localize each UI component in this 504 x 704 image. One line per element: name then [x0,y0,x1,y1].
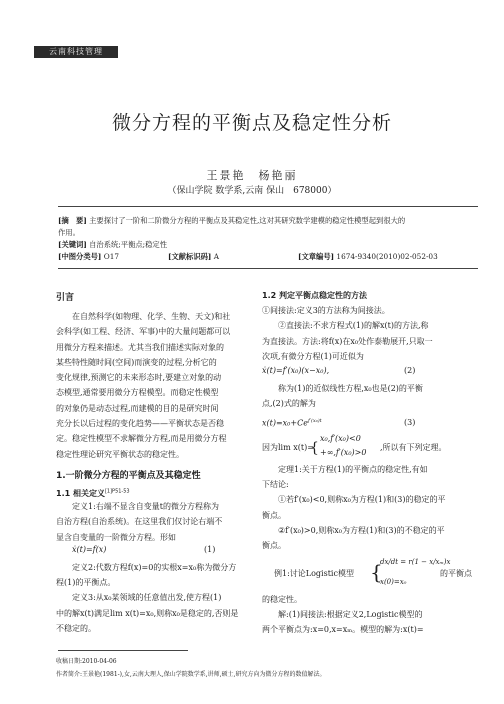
abstract-bottom-rule [58,268,478,269]
equation-2-row [262,364,477,381]
footer-notes [56,655,476,681]
example-equation-1: dx/dt = r(1 − x/xₘ)x [380,557,451,566]
theorem-1-case-b [262,523,477,554]
paper-title: 微分方程的平衡点及稳定性分析 [111,112,392,134]
intro-line: 某些特性随时间(空间)而演变的过程,分析它的 [56,357,217,367]
journal-band: 云南科技管理 [34,46,118,58]
abstract-line-2: 作用。 [58,228,80,237]
left-column [56,290,256,636]
intro-line: 在自然科学(如物理、化学、生物、天文)和社 [72,312,231,321]
equation-2-note-line: 点,(2)式的解为 [262,399,316,409]
abstract-label: [摘 要] [58,216,87,225]
brace: { [310,439,319,456]
example-suffix: 的平衡点 [440,568,472,578]
clc-label: [中图分类号] [58,252,102,261]
definition-3 [56,590,256,636]
intro-line: 变化规律,预测它的未来形态时,要建立对象的动 [56,373,222,383]
section-1-2-heading: 1.2 判定平衡点稳定性的方法 [262,291,367,300]
method-2-line: 次项,有微分方程(1)可近似为 [262,351,364,361]
doc-code-label: [文献标识码] [168,252,212,261]
theorem-1-case-a-line: 衡点。 [262,510,286,520]
author-note: 作者简介:王景艳(1981-),女,云南大理人,保山学院数学系,讲师,硕士,研究方向为微分方程的数值解法。 [56,671,326,678]
theorem-1-line: 下结论: [262,480,289,490]
example-1 [262,554,477,592]
abstract-line-1 [58,215,478,227]
intro-line: 充分长以后过程的变化趋势——平衡状态是否稳 [56,419,224,429]
definition-1-line: 定义1:右端不显含自变量t的微分方程称为 [72,501,219,511]
example-prefix: 例1:讨论Logistic模型 [274,568,354,578]
limit-cases [262,432,477,462]
method-2-line: ②直接法:不求方程式(1)的解x(t)的方法,称 [278,321,429,331]
section-1-1-title: 1.1 相关定义 [56,488,105,498]
equation-3-exponent: f′(x₀)t [307,417,322,424]
definition-1-line: 自治方程(自治系统)。在这里我们仅讨论右端不 [56,517,223,527]
abstract-block [58,215,478,263]
theorem-1-case-b-line: 衡点。 [262,541,286,551]
definition-1-line: 显含自变量的一阶微分方程。形如 [56,532,176,542]
definition-3-line: 中的解x(t)满足lim x(t)=x₀,则称x₀是稳定的,否则是 [56,608,239,618]
keywords-line [58,239,478,251]
method-2-line: 为直接法。方法:将f(x)在x₀处作泰勒展开,只取一 [262,336,433,346]
intro-heading: 引言 [56,293,75,303]
right-column [262,288,477,637]
intro-line: 定。稳定性模型不求解微分方程,而是用微分方程 [56,434,227,444]
equation-1-number: (1) [204,544,216,554]
equation-2-number: (2) [404,366,416,376]
case-b: +∞,f′(x₀)>0 [320,447,367,457]
solution-line: 两个平衡点为:x=0,x=xₘ。模型的解为:x(t)= [262,625,424,635]
doc-code-item [168,251,219,263]
footnote-rule [58,650,188,651]
abstract-text-1: 主要探讨了一阶和二阶微分方程的平衡点及其稳定性,这对其研究数学建模的稳定性模型起到很大的 [89,216,406,225]
case-a: x₀,f′(x₀)<0 [320,433,361,443]
equation-2-note-line: 称为(1)的近似线性方程,x₀也是(2)的平衡 [278,384,423,394]
article-number-item [298,251,438,263]
equation-3-number: (3) [404,417,416,427]
keywords-label: [关键词] [58,240,87,249]
intro-line: 稳定性理论研究平衡状态的稳定性。 [56,449,184,459]
example-equation-2: x(0)=x₀ [380,577,407,586]
example-brace: { [370,559,383,584]
article-number-label: [文章编号] [298,252,335,261]
solution [262,607,477,638]
equation-3-base: x(t)=x₀+Ce [262,418,308,428]
definition-3-line: 定义3:从x₀某领域的任意值出发,使方程(1) [72,593,222,603]
theorem-1-case-a [262,492,477,523]
because-text: 因为lim x(t)= [262,442,314,452]
abstract-top-rule [58,206,478,207]
theorem-1-line: 定理1:关于方程(1)的平衡点的稳定性,有如 [278,464,428,474]
classification-line [58,251,478,263]
definition-1 [56,499,256,545]
equation-1: ẋ(t)=f(x) [72,544,107,554]
received-date: 收稿日期:2010-04-06 [56,658,117,665]
method-2 [262,318,477,364]
citation: [1]P51-53 [104,488,130,495]
theorem-1-case-b-line: ②f′(x₀)>0,则称x₀为方程(1)和(3)的不稳定的平 [278,525,445,535]
because-tail: ,所以有下列定理。 [380,442,447,452]
theorem-1-case-a-line: ①若f′(x₀)<0,则称x₀为方程(1)和(3)的稳定的平 [278,495,446,505]
theorem-1 [262,462,477,493]
authors: 王景艳 杨艳丽 [206,169,298,182]
clc-item [58,251,119,263]
clc-value: O17 [103,252,119,261]
affiliation: （保山学院 数学系,云南 保山 678000） [167,186,337,196]
equation-2: ẋ(t)=f′(x₀)(x−x₀), [262,366,330,376]
intro-line: 用微分方程来描述。尤其当我们描述实际对象的 [56,342,224,352]
definition-2-line: 程(1)的平衡点。 [56,578,116,588]
solution-line: 解:(1)间接法:根据定义2,Logistic模型的 [278,609,423,619]
section-1-heading: 1.一阶微分方程的平衡点及其稳定性 [56,470,201,481]
equation-1-row [56,545,256,560]
equation-3-row [262,412,477,432]
keywords: 自治系统;平衡点;稳定性 [89,240,168,249]
section-1-1-heading [56,488,256,499]
intro-line: 的对象仍是动态过程,而建模的目的是研究时间 [56,403,219,413]
definition-3-line: 不稳定的。 [56,624,96,634]
definition-2-line: 定义2:代数方程f(x)=0的实根x=x₀称为微分方 [72,562,237,572]
equation-2-note [262,381,477,412]
definition-2 [56,560,256,591]
doc-code-value: A [213,252,219,261]
intro-line: 态模型,通常要用微分方程模型。而稳定性模型 [56,388,219,398]
method-1: ①间接法:定义3的方法称为间接法。 [262,306,390,315]
intro-line: 会科学(如工程、经济、军事)中的大量问题都可以 [56,327,231,337]
article-number-value: 1674-9340(2010)02-052-03 [336,252,438,261]
intro-paragraph [56,309,256,462]
equation-3 [262,418,322,428]
example-tail: 的稳定性。 [262,594,302,604]
